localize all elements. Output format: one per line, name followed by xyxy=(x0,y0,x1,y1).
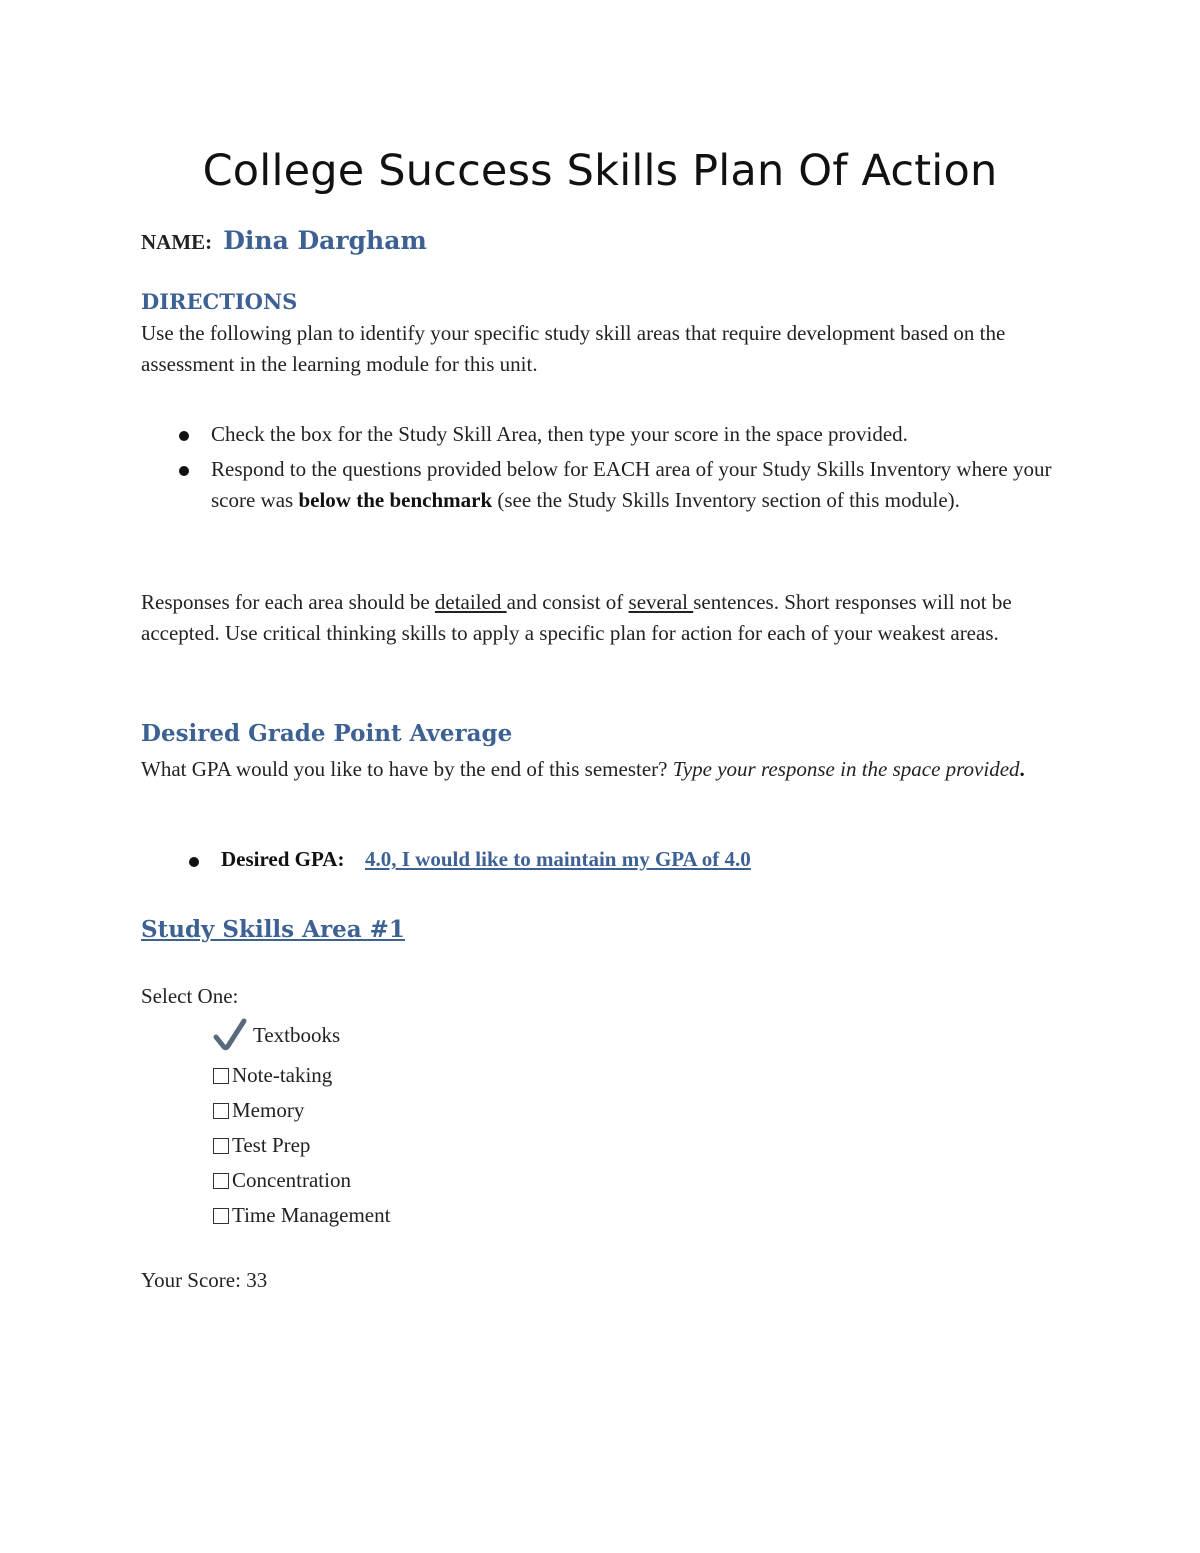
bullet-bold-text: below the benchmark xyxy=(298,488,493,512)
directions-text: Use the following plan to identify your specific study skill areas that require development based on the assessment in the learning module for this unit. xyxy=(141,321,1006,376)
list-item xyxy=(141,419,1061,450)
responses-text: Responses for each area should be xyxy=(141,590,435,614)
option-label: Textbooks xyxy=(253,1022,341,1047)
underlined-several: several xyxy=(628,590,694,614)
bullet-icon xyxy=(189,857,199,867)
option-time-management[interactable] xyxy=(213,1203,390,1228)
list-item xyxy=(141,454,1061,516)
document-title: College Success Skills Plan Of Action xyxy=(202,146,998,196)
responses-paragraph xyxy=(141,587,1071,649)
study-skills-area-heading: Study Skills Area #1 xyxy=(141,916,405,943)
gpa-value[interactable]: 4.0, I would like to maintain my GPA of 4.0 xyxy=(365,847,751,871)
option-note-taking[interactable] xyxy=(213,1063,332,1088)
option-concentration[interactable] xyxy=(213,1168,351,1193)
gpa-instruction: Type your response in the space provided xyxy=(672,757,1020,781)
gpa-heading: Desired Grade Point Average xyxy=(141,720,513,747)
name-row xyxy=(141,226,427,255)
checkbox-icon[interactable] xyxy=(213,1173,229,1189)
bullet-text: Check the box for the Study Skill Area, then type your score in the space provided. xyxy=(211,422,908,446)
option-label: Note-taking xyxy=(232,1063,333,1087)
bullet-icon xyxy=(179,431,189,441)
responses-text: and consist of xyxy=(506,590,629,614)
name-value: Dina Dargham xyxy=(223,226,427,255)
directions-heading: DIRECTIONS xyxy=(141,289,298,314)
option-memory[interactable] xyxy=(213,1098,304,1123)
option-label: Concentration xyxy=(232,1168,351,1192)
underlined-detailed: detailed xyxy=(434,590,507,614)
checkbox-icon[interactable] xyxy=(213,1138,229,1154)
checkbox-icon[interactable] xyxy=(213,1208,229,1224)
bullet-text: Respond to the questions provided below for EACH area of your Study Skills Inventory where your score was xyxy=(211,457,1052,512)
option-label: Memory xyxy=(232,1098,305,1122)
responses-text: sentences. Short responses will not be accepted. Use critical thinking skills to apply a specific plan for action for each of your weakest areas. xyxy=(141,590,1012,645)
select-one-label: Select One: xyxy=(141,984,239,1008)
gpa-period: . xyxy=(1019,757,1025,781)
option-test-prep[interactable] xyxy=(213,1133,310,1158)
option-label: Time Management xyxy=(232,1203,391,1227)
your-score[interactable]: Your Score: 33 xyxy=(141,1268,268,1292)
gpa-label: Desired GPA: xyxy=(221,847,345,871)
option-label: Test Prep xyxy=(232,1133,311,1157)
option-textbooks[interactable] xyxy=(213,1018,340,1052)
bullet-text-end: (see the Study Skills Inventory section of this module). xyxy=(492,488,960,512)
checkmark-icon[interactable] xyxy=(213,1018,247,1052)
checkbox-icon[interactable] xyxy=(213,1068,229,1084)
checkbox-icon[interactable] xyxy=(213,1103,229,1119)
gpa-question-text: What GPA would you like to have by the end of this semester? xyxy=(141,757,673,781)
gpa-question xyxy=(141,754,1071,785)
directions-bullet-list xyxy=(141,419,1061,516)
name-label: NAME: xyxy=(141,230,213,254)
bullet-icon xyxy=(179,466,189,476)
